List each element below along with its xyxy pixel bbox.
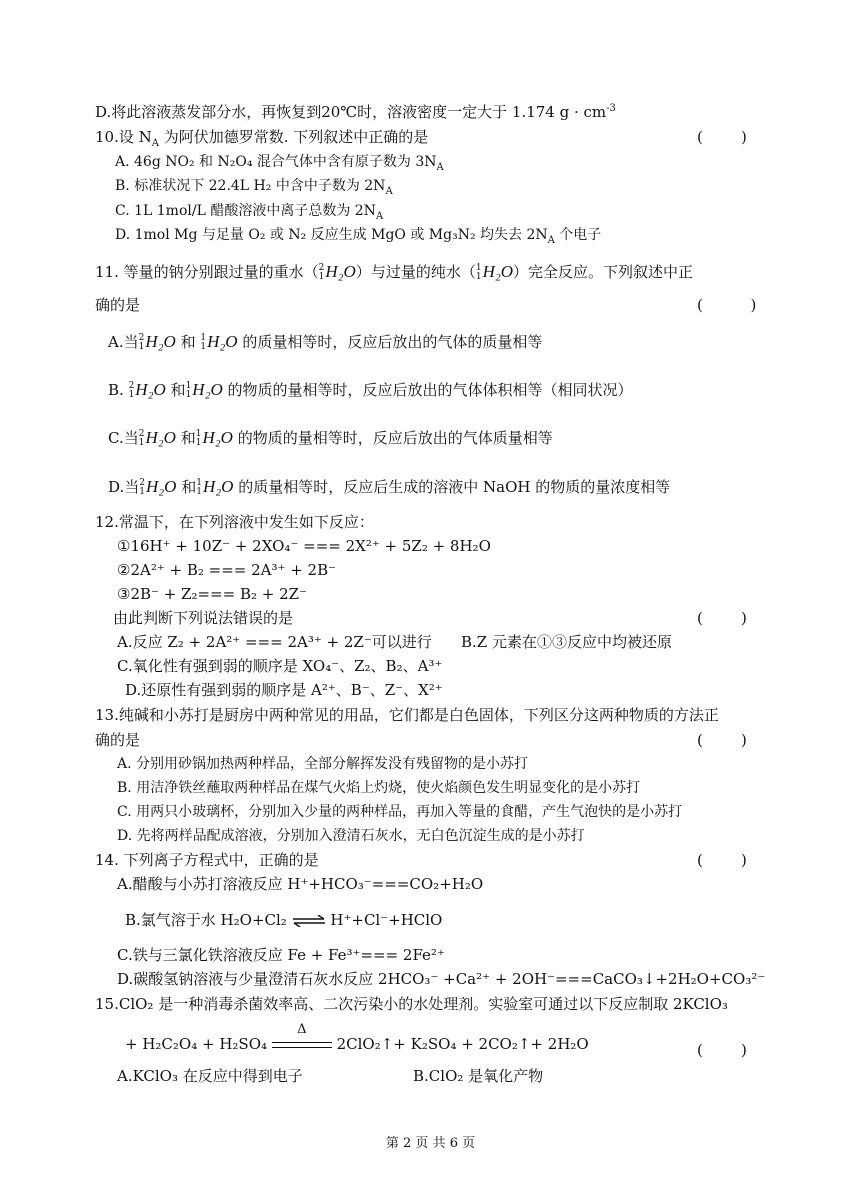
q12-reaction-1: ①16H⁺ + 10Z⁻ + 2XO₄⁻ === 2X²⁺ + 5Z₂ + 8H₂O — [117, 537, 491, 555]
q12-question: 由此判断下列说法错误的是 — [113, 609, 294, 627]
q15-option-b: B.ClO₂ 是氧化产物 — [413, 1067, 544, 1085]
q14-answer-blank[interactable]: ( ) — [697, 851, 747, 869]
q10-answer-blank[interactable]: ( ) — [697, 128, 747, 146]
q13-option-a: A. 分别用砂锅加热两种样品，全部分解挥发没有残留物的是小苏打 — [117, 756, 529, 772]
q10-option-b: B. 标准状况下 22.4L H₂ 中含中子数为 $2N_A$ — [115, 178, 393, 197]
q11-option-b: B. 2 1H₂O 和1 1H₂O 的物质的量相等时，反应后放出的气体体积相等（相同状况） — [108, 380, 633, 400]
q13-option-c: C. 用两只小玻璃杯，分别加入少量的两种样品，再加入等量的食醋，产生气泡快的是小苏打 — [117, 804, 683, 820]
isotope-h1: 1 1 — [475, 263, 482, 282]
q11-stem-cont: 确的是 — [95, 296, 141, 314]
q13-stem: 13.纯碱和小苏打是厨房中两种常见的用品，它们都是白色固体，下列区分这两种物质的方法正 — [95, 706, 719, 724]
q15-reaction: + H₂C₂O₄ + H₂SO₄ Δ 2ClO₂↑+ K₂SO₄ + 2CO₂↑+ 2H₂O — [125, 1034, 589, 1056]
q13-answer-blank[interactable]: ( ) — [697, 731, 747, 749]
q15-stem: 15.ClO₂ 是一种消毒杀菌效率高、二次污染小的水处理剂。实验室可通过以下反应制取 2KClO₃ — [95, 995, 728, 1013]
q12-option-a: A.反应 Z₂ + 2A²⁺ === 2A³⁺ + 2Z⁻可以进行 — [117, 633, 432, 651]
q14-option-d: D.碳酸氢钠溶液与少量澄清石灰水反应 2HCO₃⁻ +Ca²⁺ + 2OH⁻===CaCO₃↓+2H₂O+CO₃²⁻ — [117, 970, 766, 988]
q11-option-d: D.当2 1H₂O 和1 1H₂O 的质量相等时，反应后生成的溶液中 NaOH 的物质的量浓度相等 — [108, 477, 671, 497]
q12-reaction-3: ③2B⁻ + Z₂=== B₂ + 2Z⁻ — [117, 585, 307, 603]
q14-option-b: B.氯气溶于水 H₂O+Cl₂ H⁺+Cl⁻+HClO — [125, 911, 443, 929]
q14-stem: 14. 下列离子方程式中，正确的是 — [95, 851, 319, 869]
q12-option-c: C.氧化性有强到弱的顺序是 XO₄⁻、Z₂、B₂、A³⁺ — [117, 657, 443, 675]
q10-option-a: A. 46g NO₂ 和 N₂O₄ 混合气体中含有原子数为 $3N_A$ — [115, 154, 444, 173]
q12-stem: 12.常温下，在下列溶液中发生如下反应： — [95, 513, 374, 531]
heating-equals-sign — [272, 1022, 332, 1056]
q12-option-b: B.Z 元素在①③反应中均被还原 — [461, 633, 672, 651]
q15-option-a: A.KClO₃ 在反应中得到电子 — [117, 1067, 303, 1085]
q12-answer-blank[interactable]: ( ) — [697, 609, 747, 627]
q14-option-a: A.醋酸与小苏打溶液反应 H⁺+HCO₃⁻===CO₂+H₂O — [117, 875, 484, 893]
q10-option-d: D. 1mol Mg 与足量 O₂ 或 N₂ 反应生成 MgO 或 Mg₃N₂ 均失去 $2N_A$ 个电子 — [115, 227, 602, 246]
q9-option-d: D.将此溶液蒸发部分水，再恢复到20℃时，溶液密度一定大于 1.174 $g \cdot cm^{-3}$ — [95, 103, 616, 121]
q11-stem: 11. 等量的钠分别跟过量的重水（2 1H₂O）与过量的纯水（1 1H₂O）完全反应。下列叙述中正 — [95, 262, 694, 282]
q10-option-c: C. 1L 1mol/L 醋酸溶液中离子总数为 $2N_A$ — [115, 203, 384, 222]
q13-option-d: D. 先将两样品配成溶液，分别加入澄清石灰水，无白色沉淀生成的是小苏打 — [117, 828, 585, 844]
q11-option-c: C.当2 1H₂O 和1 1H₂O 的物质的量相等时，反应后放出的气体质量相等 — [108, 428, 553, 448]
q11-answer-blank[interactable]: ( ) — [697, 296, 757, 314]
q13-stem-cont: 确的是 — [95, 731, 141, 749]
q13-option-b: B. 用洁净铁丝蘸取两种样品在煤气火焰上灼烧，使火焰颜色发生明显变化的是小苏打 — [117, 780, 641, 796]
q12-option-d: D.还原性有强到弱的顺序是 A²⁺、B⁻、Z⁻、X²⁺ — [125, 681, 443, 699]
q10-stem: 10.设 $N_A$ 为阿伏加德罗常数. 下列叙述中正确的是 — [95, 128, 429, 149]
q15-answer-blank[interactable]: ( ) — [697, 1041, 747, 1059]
page-footer: 第 2 页 共 6 页 — [385, 1136, 476, 1151]
heat-delta-icon: Δ — [297, 1022, 307, 1037]
q12-reaction-2: ②2A²⁺ + B₂ === 2A³⁺ + 2B⁻ — [117, 561, 337, 579]
q14-option-c: C.铁与三氯化铁溶液反应 Fe + Fe³⁺=== 2Fe²⁺ — [117, 946, 445, 964]
isotope-d2: 2 1 — [318, 263, 325, 282]
reversible-arrow-icon — [292, 915, 326, 927]
q11-option-a: A.当2 1H₂O 和 1 1H₂O 的质量相等时，反应后放出的气体的质量相等 — [108, 332, 543, 352]
